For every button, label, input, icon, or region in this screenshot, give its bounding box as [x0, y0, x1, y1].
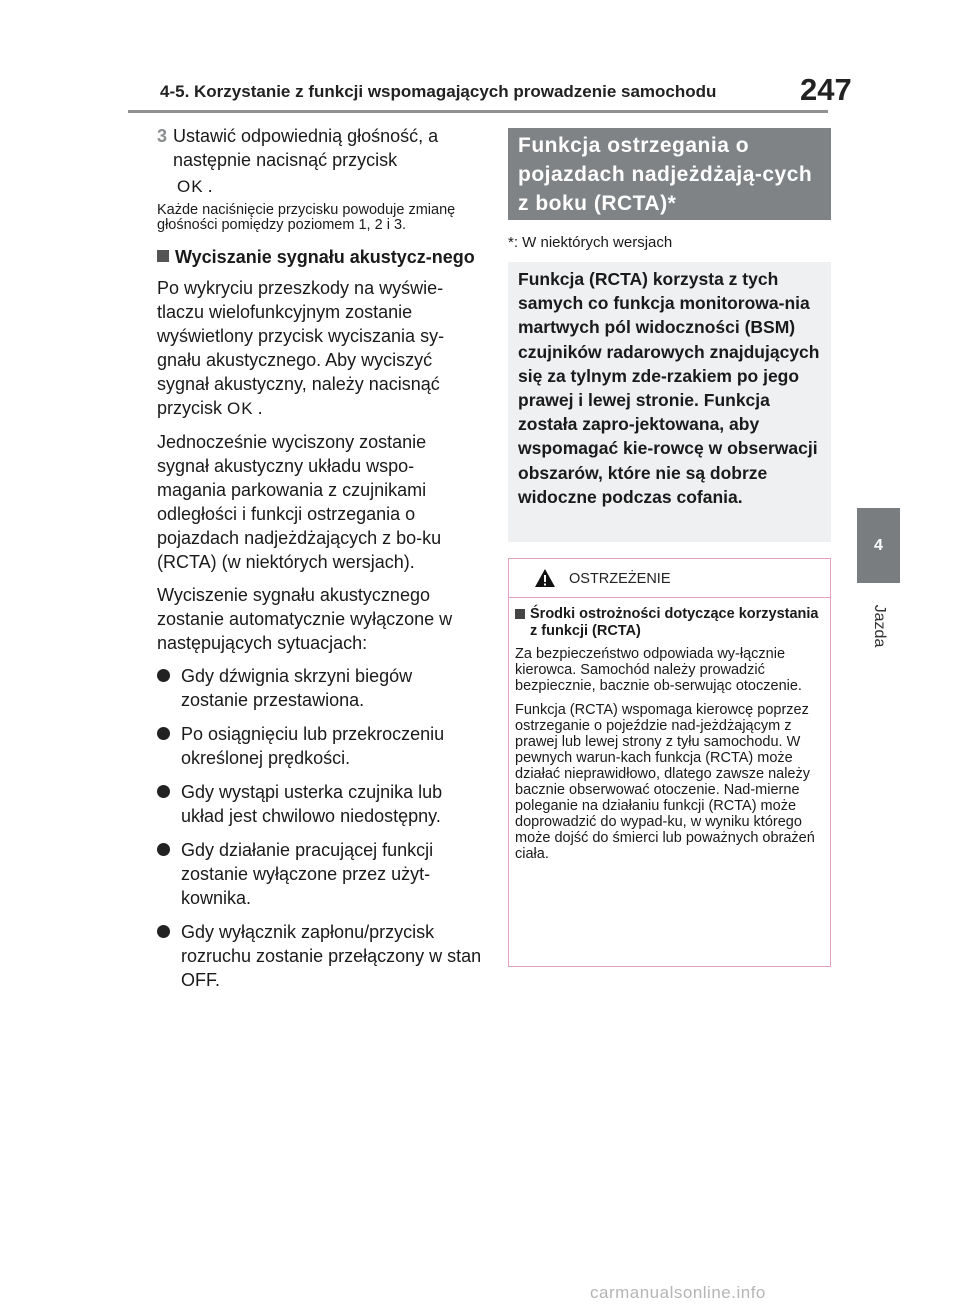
paragraph-text: Po wykryciu przeszkody na wyświe-tlaczu wielofunkcyjnym zostanie wyświetlony przycisk wyciszania sy-gnału akustycznego. Aby wyciszyć sygnał akustyczny, należy nacisnąć przycisk [157, 278, 445, 418]
list-item-text: Gdy dźwignia skrzyni biegów zostanie przestawiona. [181, 666, 413, 710]
list-item-text: Gdy wyłącznik zapłonu/przycisk rozruchu zostanie przełączony w stan OFF. [181, 922, 482, 990]
right-column [508, 128, 831, 967]
chapter-tab[interactable] [857, 508, 900, 583]
ok-line [157, 174, 482, 199]
chapter-number: 4 [874, 536, 883, 554]
warning-body [509, 598, 830, 862]
bullet-dot-icon [157, 843, 170, 856]
list-item [157, 838, 482, 910]
bullet-dot-icon [157, 925, 170, 938]
bullet-dot-icon [157, 669, 170, 682]
step-text: Ustawić odpowiednią głośność, a następnie nacisnąć przycisk [173, 126, 439, 170]
section-heading-text: Wyciszanie sygnału akustycz-nego [175, 247, 475, 267]
running-header: 4-5. Korzystanie z funkcji wspomagających prowadzenie samochodu [160, 82, 717, 101]
rcta-intro-box: Funkcja (RCTA) korzysta z tych samych co funkcja monitorowa-nia martwych pól widoczności (BSM) czujników radarowych znajdujących się za tylnym zde-rzakiem po jego prawej i lewej stronie. Funkcja została zapro-jektowana, aby wspomagać kie-rowcę w obserwacji obszarów, które nie są dobrze widoczne podczas cofania. [508, 262, 831, 542]
bullet-dot-icon [157, 785, 170, 798]
list-item [157, 722, 482, 770]
header-rule [128, 110, 828, 113]
chapter-label [868, 596, 890, 656]
list-item [157, 780, 482, 828]
ok-period: . [207, 176, 213, 196]
list-item-text: Po osiągnięciu lub przekroczeniu określonej prędkości. [181, 724, 445, 768]
footnote: *: W niektórych wersjach [508, 234, 673, 251]
step-3 [157, 124, 482, 172]
chapter-label-text: Jazda [871, 604, 888, 648]
section-heading-mute [157, 245, 482, 270]
volume-note: Każde naciśnięcie przycisku powoduje zmianę głośności pomiędzy poziomem 1, 2 i 3. [157, 202, 456, 233]
warning-box [508, 558, 831, 967]
list-item-text: Gdy działanie pracującej funkcji zostanie wyłączone przez użyt-kownika. [181, 840, 434, 908]
warning-title: OSTRZEŻENIE [569, 571, 671, 587]
bullet-dot-icon [157, 727, 170, 740]
rcta-title-box: Funkcja ostrzegania o pojazdach nadjeżdżają-cych z boku (RCTA)* [508, 128, 831, 220]
paragraph-mute-button [157, 276, 482, 421]
page-number: 247 [800, 72, 852, 107]
warning-triangle-icon [534, 568, 556, 588]
warning-header [509, 559, 830, 598]
list-item [157, 920, 482, 992]
paragraph-simultaneous: Jednocześnie wyciszony zostanie sygnał akustyczny układu wspo-magania parkowania z czujnikami odległości i funkcji ostrzegania o pojazdach nadjeżdżających z bo-ku (RCTA) (w niektórych wersjach). [157, 432, 442, 572]
watermark-text: carmanualsonline.info [590, 1283, 766, 1302]
list-item [157, 664, 482, 712]
step-number: 3 [157, 126, 168, 146]
warning-paragraph: Funkcja (RCTA) wspomaga kierowcę poprzez ostrzeganie o pojeździe nad-jeżdżającym z prawej lub lewej strony z tyłu samochodu. W pewnych warun-kach funkcja (RCTA) może działać nieprawidłowo, dlatego zawsze należy bacznie obserwować otoczenie. Nad-mierne poleganie na działaniu funkcji (RCTA) może doprowadzić do wypad-ku, w wyniku którego może dojść do śmierci lub poważnych obrażeń ciała. [515, 702, 815, 862]
square-bullet-icon [157, 250, 169, 262]
list-item-text: Gdy wystąpi usterka czujnika lub układ jest chwilowo niedostępny. [181, 782, 443, 826]
ok-period: . [257, 398, 263, 418]
square-bullet-icon [515, 609, 525, 619]
ok-button-symbol: OK [227, 399, 254, 418]
warning-subtitle [515, 606, 824, 640]
left-column [157, 124, 482, 1002]
warning-paragraph: Za bezpieczeństwo odpowiada wy-łącznie kierowca. Samochód należy prowadzić bezpiecznie, bacznie ob-serwując otoczenie. [515, 646, 802, 694]
ok-button-symbol: OK [177, 177, 204, 196]
paragraph-auto-off: Wyciszenie sygnału akustycznego zostanie automatycznie wyłączone w następujących sytuacjach: [157, 585, 453, 653]
warning-subtitle-text: Środki ostrożności dotyczące korzystania z funkcji (RCTA) [530, 606, 819, 639]
